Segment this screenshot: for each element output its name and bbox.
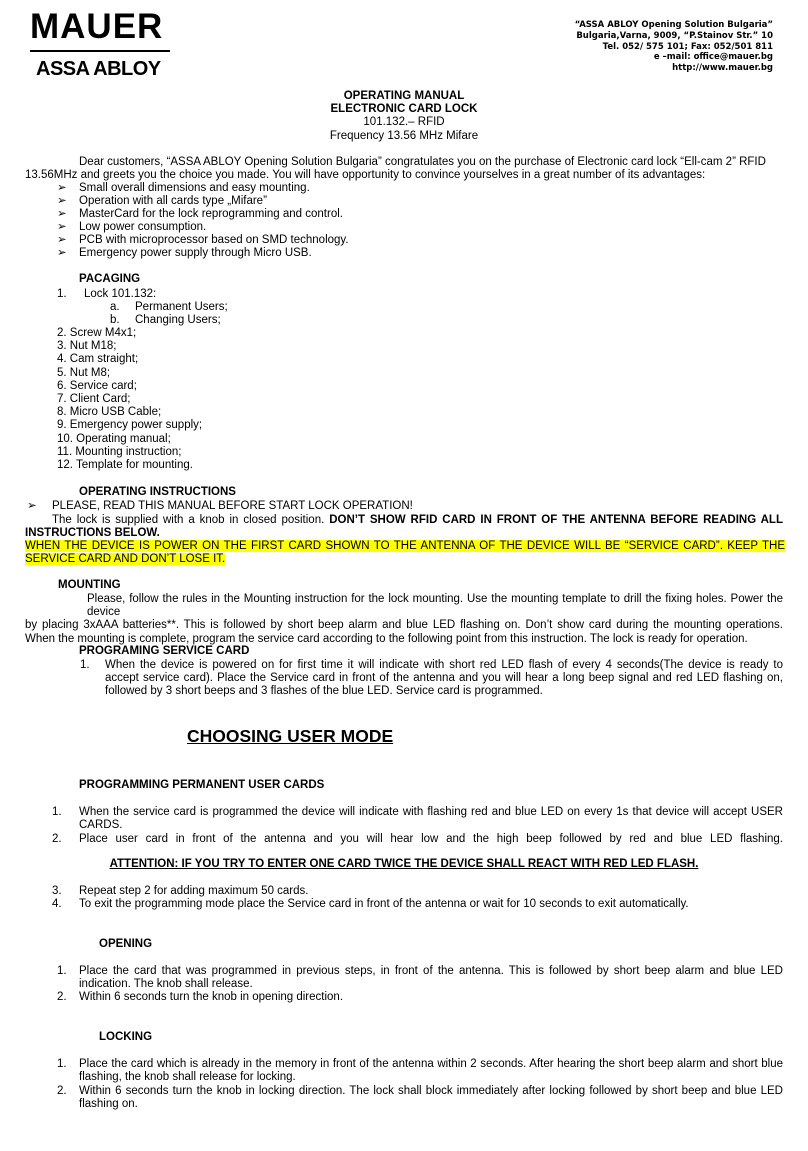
packaging-item: 11. Mounting instruction; xyxy=(57,445,182,458)
packaging-item: 2. Screw M4x1; xyxy=(57,327,137,339)
frequency-line: Frequency 13.56 MHz Mifare xyxy=(329,129,479,142)
intro-line-2: 13.56MHz and greets you the choice you made. You will have opportunity to convince yourselves in a great number of its advantages: xyxy=(25,169,706,181)
packaging-list xyxy=(57,327,202,472)
contact-phone: Tel. 052/ 575 101; Fax: 052/501 811 xyxy=(602,41,773,52)
advantage-item: ➢ Operation with all cards type „Mifare” xyxy=(57,195,267,207)
locking-step-number: 1. xyxy=(57,1058,67,1070)
opening-step-1: Place the card that was programmed in previous steps, in front of the antenna. This is followed by short beep alarm and blue LED indication. The knob shall release. xyxy=(79,965,783,991)
permanent-step-3: Repeat step 2 for adding maximum 50 cards. xyxy=(79,885,309,897)
packaging-item: 12. Template for mounting. xyxy=(57,459,193,472)
packaging-item: 10. Operating manual; xyxy=(57,432,171,445)
packaging-item: 4. Cam straight; xyxy=(57,353,139,366)
locking-heading: LOCKING xyxy=(99,1031,153,1043)
service-card-highlight: WHEN THE DEVICE IS POWER ON THE FIRST CARD SHOWN TO THE ANTENNA OF THE DEVICE WILL BE “SERVICE CARD”. KEEP THE SERVICE CARD AND DON’T LOSE IT. xyxy=(25,540,785,566)
advantage-item: ➢ Small overall dimensions and easy mounting. xyxy=(57,182,310,194)
contact-company: “ASSA ABLOY Opening Solution Bulgaria” xyxy=(574,20,773,30)
permanent-step-number: 1. xyxy=(52,806,62,818)
permanent-cards-heading: PROGRAMMING PERMANENT USER CARDS xyxy=(79,779,325,791)
permanent-step-1: When the service card is programmed the device will indicate with flashing red and blue LED on every 1s that device will accept USER CARDS. xyxy=(79,806,783,832)
model-number: 101.132.– RFID xyxy=(363,116,445,129)
contact-address: Bulgaria,Varna, 9009, “P.Stainov Str.” 10 xyxy=(576,30,773,41)
mounting-paragraph: Please, follow the rules in the Mounting instruction for the lock mounting. Use the mounting template to drill the fixing holes. Power the device by placing 3xAAA batteries**. This is followed by short beep alarm and blue LED flashing on. Don’t show card during the mounting operations. When the mounting is complete, program the service card according to the following point from this instruction. The lock is ready for operation. xyxy=(25,593,783,645)
permanent-step-number: 2. xyxy=(52,833,62,845)
programming-service-heading: PROGRAMING SERVICE CARD xyxy=(79,645,250,657)
packaging-heading: PACAGING xyxy=(79,273,141,285)
document-subtitle: ELECTRONIC CARD LOCK xyxy=(330,103,478,116)
packaging-item-number: 1. xyxy=(57,288,67,300)
permanent-step-number: 3. xyxy=(52,885,62,897)
opening-step-number: 1. xyxy=(57,965,67,977)
programming-service-number: 1. xyxy=(80,659,90,671)
packaging-subitem-letter: b. xyxy=(110,314,120,326)
packaging-item: 3. Nut M18; xyxy=(57,340,117,353)
permanent-step-4: To exit the programming mode place the Service card in front of the antenna or wait for 10 seconds to exit automatically. xyxy=(79,898,689,910)
choosing-user-mode-heading: CHOOSING USER MODE xyxy=(187,726,394,746)
packaging-subitem-permanent: Permanent Users; xyxy=(135,301,228,313)
contact-website: http://www.mauer.bg xyxy=(672,63,773,74)
packaging-subitem-letter: a. xyxy=(110,301,120,313)
locking-step-number: 2. xyxy=(57,1085,67,1097)
packaging-item: 8. Micro USB Cable; xyxy=(57,406,162,419)
locking-step-1: Place the card which is already in the memory in front of the antenna within 2 seconds. After hearing the short beep alarm and short blue flashing, the knob shall release for locking. xyxy=(79,1058,783,1084)
brand-logo-mauer: MAUER xyxy=(30,7,164,46)
document-title-block xyxy=(0,90,808,143)
packaging-item: 5. Nut M8; xyxy=(57,366,111,379)
opening-step-number: 2. xyxy=(57,991,67,1003)
advantage-item: ➢ PCB with microprocessor based on SMD technology. xyxy=(57,234,349,246)
operating-supplied-line-2: INSTRUCTIONS BELOW. xyxy=(25,527,160,539)
company-contact-block xyxy=(575,20,773,74)
operating-heading: OPERATING INSTRUCTIONS xyxy=(79,486,236,498)
packaging-subitem-changing: Changing Users; xyxy=(135,314,221,326)
attention-notice: ATTENTION: IF YOU TRY TO ENTER ONE CARD TWICE THE DEVICE SHALL REACT WITH RED LED FLASH. xyxy=(109,858,699,870)
operating-warning: ➢ PLEASE, READ THIS MANUAL BEFORE START LOCK OPERATION! xyxy=(27,500,413,512)
contact-email: e –mail: office@mauer.bg xyxy=(653,52,773,63)
locking-step-2: Within 6 seconds turn the knob in locking direction. The lock shall block immediately after locking followed by short beep and blue LED flashing on. xyxy=(79,1085,783,1111)
intro-line-1: Dear customers, “ASSA ABLOY Opening Solution Bulgaria” congratulates you on the purchase of Electronic card lock “Ell-cam 2” RFID xyxy=(79,156,766,168)
packaging-item: 9. Emergency power supply; xyxy=(57,419,203,432)
opening-step-2: Within 6 seconds turn the knob in opening direction. xyxy=(79,991,344,1003)
packaging-item-lock: Lock 101.132: xyxy=(84,288,157,300)
permanent-step-2: Place user card in front of the antenna and you will hear low and the high beep followed by red and blue LED flashing. xyxy=(79,833,783,845)
logo-divider xyxy=(30,50,170,52)
opening-heading: OPENING xyxy=(99,938,153,950)
document-title: OPERATING MANUAL xyxy=(343,90,465,102)
advantage-item: ➢ Emergency power supply through Micro USB. xyxy=(57,247,312,259)
brand-logo-assa-abloy: ASSA ABLOY xyxy=(36,58,161,80)
permanent-step-number: 4. xyxy=(52,898,62,910)
packaging-item: 6. Service card; xyxy=(57,379,137,392)
mounting-heading: MOUNTING xyxy=(58,579,121,591)
packaging-item: 7. Client Card; xyxy=(57,393,131,406)
advantage-item: ➢ MasterCard for the lock reprogramming and control. xyxy=(57,208,343,220)
programming-service-text: When the device is powered on for first time it will indicate with short red LED flash of every 4 seconds(The device is ready to accept service card). Place the Service card in front of the antenna and you will hear a long beep signal and red LED flashing on, followed by 3 short beeps and 3 flashes of the blue LED. Service card is programmed. xyxy=(105,659,783,698)
advantage-item: ➢ Low power consumption. xyxy=(57,221,207,233)
operating-supplied-line: The lock is supplied with a knob in closed position. DON’T SHOW RFID CARD IN FRONT OF THE ANTENNA BEFORE READING ALL xyxy=(52,514,783,526)
